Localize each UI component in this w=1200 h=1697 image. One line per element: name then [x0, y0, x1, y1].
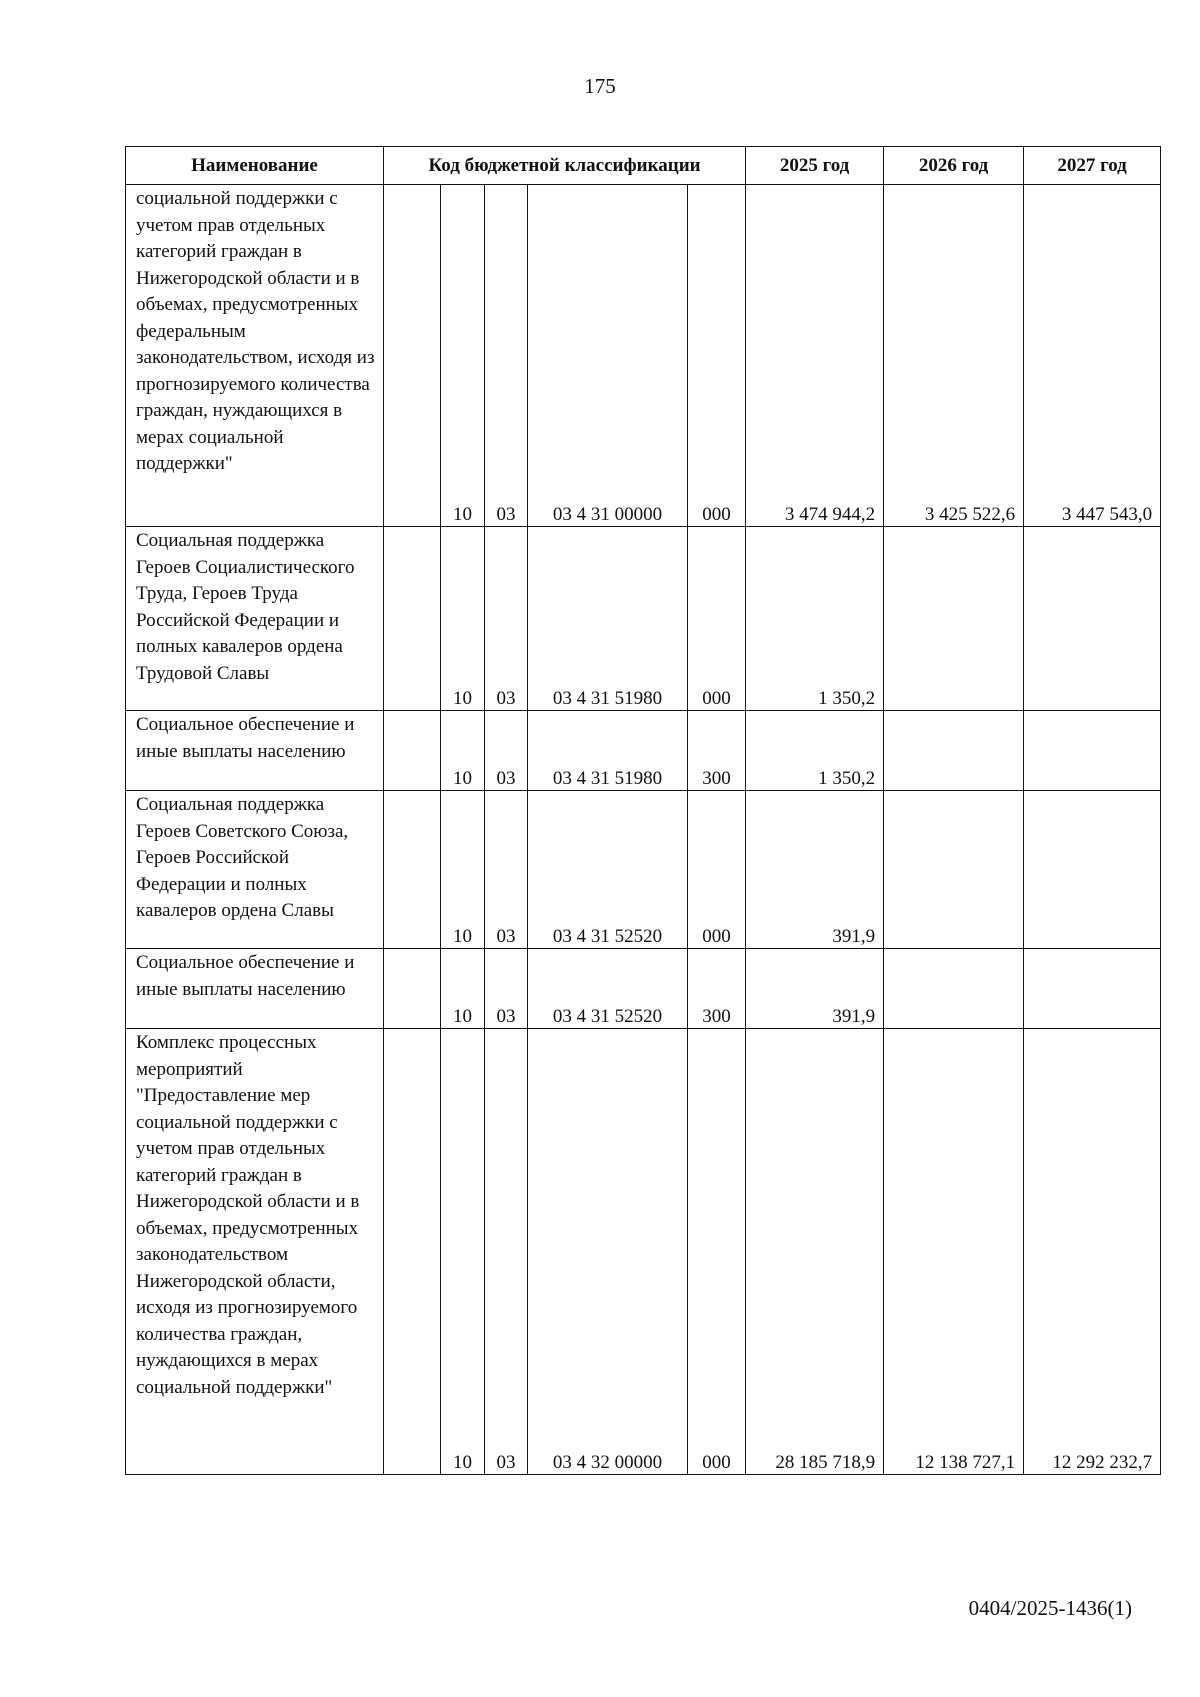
row-code-expense-type: 300 [688, 949, 746, 1029]
row-amount-2025: 1 350,2 [746, 527, 884, 711]
row-code-target: 03 4 31 00000 [528, 185, 688, 527]
row-code-expense-type: 000 [688, 1029, 746, 1475]
table-row [126, 791, 1161, 949]
row-code-target: 03 4 31 52520 [528, 791, 688, 949]
row-code-section: 10 [441, 791, 485, 949]
row-code-expense-type: 300 [688, 711, 746, 791]
row-code-target: 03 4 31 51980 [528, 527, 688, 711]
header-2026: 2026 год [884, 147, 1024, 185]
row-code-section: 10 [441, 711, 485, 791]
row-amount-2026 [884, 711, 1024, 791]
row-name: Социальное обеспечение и иные выплаты населению [126, 949, 384, 1029]
row-amount-2025: 391,9 [746, 791, 884, 949]
row-amount-2027 [1024, 527, 1161, 711]
table-row [126, 185, 1161, 527]
row-code-expense-type: 000 [688, 527, 746, 711]
table-row [126, 949, 1161, 1029]
table-header-row [126, 147, 1161, 185]
header-name: Наименование [126, 147, 384, 185]
document-number: 0404/2025-1436(1) [968, 1596, 1132, 1620]
row-amount-2026 [884, 791, 1024, 949]
row-code-part-1 [384, 185, 441, 527]
row-amount-2025: 1 350,2 [746, 711, 884, 791]
row-amount-2027: 3 447 543,0 [1024, 185, 1161, 527]
row-code-expense-type: 000 [688, 185, 746, 527]
header-code: Код бюджетной классификации [384, 147, 746, 185]
row-code-subsection: 03 [485, 791, 528, 949]
row-code-subsection: 03 [485, 711, 528, 791]
table-row [126, 527, 1161, 711]
row-name: Социальная поддержка Героев Социалистического Труда, Героев Труда Российской Федерации и полных кавалеров ордена Трудовой Славы [126, 527, 384, 711]
row-code-expense-type: 000 [688, 791, 746, 949]
row-code-subsection: 03 [485, 949, 528, 1029]
row-amount-2027 [1024, 949, 1161, 1029]
row-name: социальной поддержки с учетом прав отдельных категорий граждан в Нижегородской области и в объемах, предусмотренных федеральным законодательством, исходя из прогнозируемого количества граждан, нуждающихся в мерах социальной поддержки" [126, 185, 384, 527]
row-amount-2025: 28 185 718,9 [746, 1029, 884, 1475]
row-amount-2027: 12 292 232,7 [1024, 1029, 1161, 1475]
row-amount-2026: 3 425 522,6 [884, 185, 1024, 527]
row-amount-2027 [1024, 791, 1161, 949]
row-amount-2026 [884, 949, 1024, 1029]
row-code-section: 10 [441, 185, 485, 527]
header-2027: 2027 год [1024, 147, 1161, 185]
row-code-subsection: 03 [485, 1029, 528, 1475]
row-code-part-1 [384, 1029, 441, 1475]
budget-table [125, 146, 1161, 1475]
row-amount-2026 [884, 527, 1024, 711]
row-code-part-1 [384, 527, 441, 711]
row-amount-2026: 12 138 727,1 [884, 1029, 1024, 1475]
row-code-target: 03 4 31 51980 [528, 711, 688, 791]
row-code-section: 10 [441, 1029, 485, 1475]
row-name: Социальное обеспечение и иные выплаты населению [126, 711, 384, 791]
row-code-part-1 [384, 791, 441, 949]
page-number: 175 [584, 74, 616, 98]
table-row [126, 711, 1161, 791]
row-name: Комплекс процессных мероприятий "Предоставление мер социальной поддержки с учетом прав отдельных категорий граждан в Нижегородской области и в объемах, предусмотренных законодательством Нижегородской области, исходя из прогнозируемого количества граждан, нуждающихся в мерах социальной поддержки" [126, 1029, 384, 1475]
row-amount-2025: 3 474 944,2 [746, 185, 884, 527]
row-code-section: 10 [441, 949, 485, 1029]
row-code-subsection: 03 [485, 527, 528, 711]
row-code-part-1 [384, 949, 441, 1029]
row-code-section: 10 [441, 527, 485, 711]
row-name: Социальная поддержка Героев Советского Союза, Героев Российской Федерации и полных кавалеров ордена Славы [126, 791, 384, 949]
table-row [126, 1029, 1161, 1475]
row-code-target: 03 4 32 00000 [528, 1029, 688, 1475]
row-amount-2025: 391,9 [746, 949, 884, 1029]
row-amount-2027 [1024, 711, 1161, 791]
header-2025: 2025 год [746, 147, 884, 185]
row-code-part-1 [384, 711, 441, 791]
row-code-target: 03 4 31 52520 [528, 949, 688, 1029]
row-code-subsection: 03 [485, 185, 528, 527]
